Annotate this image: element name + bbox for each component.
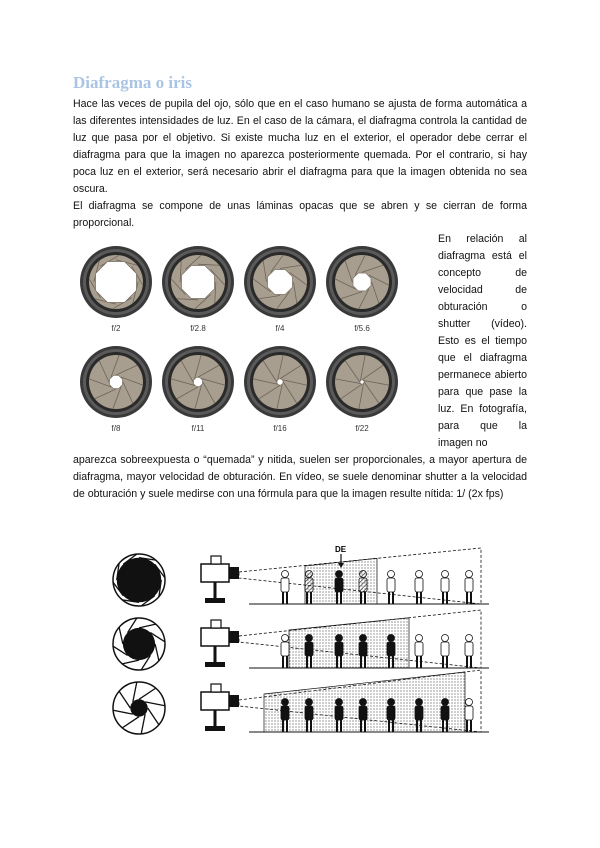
aperture-label: f/2 — [111, 324, 121, 333]
aperture-label: f/5.6 — [354, 324, 370, 333]
person-figure — [415, 635, 423, 669]
aperture-icon — [78, 344, 154, 420]
person-figure — [415, 571, 423, 605]
aperture-f-5_6 — [324, 244, 400, 336]
person-figure — [465, 699, 473, 733]
aperture-f-2_8 — [160, 244, 236, 336]
aperture-icon — [160, 244, 236, 320]
aperture-label: f/2.8 — [190, 324, 206, 333]
aperture-f-16 — [242, 344, 318, 436]
aperture-label: f/8 — [111, 424, 121, 433]
person-figure — [281, 571, 289, 605]
aperture-f-11 — [160, 344, 236, 436]
aperture-icon — [324, 244, 400, 320]
aperture-f-8 — [78, 344, 154, 436]
aperture-f-22 — [324, 344, 400, 436]
aperture-label: f/16 — [273, 424, 287, 433]
illustration-row — [113, 670, 489, 734]
person-figure — [387, 571, 395, 605]
paragraph-shutter-side: En relación al diafragma está el concepto de velocidad de obturación o shutter (vídeo). Esto es el tiempo que el diafragma permanece abierto para que pase la luz. En fotografía, para que la imagen no — [438, 233, 527, 449]
depth-marker-label: DE — [335, 545, 347, 554]
aperture-icon — [78, 244, 154, 320]
paragraph-intro: Hace las veces de pupila del ojo, sólo que en el caso humano se ajusta de forma automática a las diferentes intensidades de luz. En el caso de la cámara, el diafragma controla la cantidad de luz que pasa por el objetivo. Si existe mucha luz en el exterior, el operador debe cerrar el diafragma para que la imagen no aparezca posteriormente quemada. Por el contrario, si hay poca luz en el exterior, será necesario abrir el diafragma para que la imagen obtenida no sea oscura. — [73, 98, 527, 195]
person-figure — [281, 635, 289, 669]
aperture-label: f/11 — [191, 424, 205, 433]
section-heading: Diafragma o iris — [73, 73, 192, 92]
aperture-icon — [324, 344, 400, 420]
aperture-diagram — [78, 244, 418, 434]
paragraph-blades: El diafragma se compone de unas láminas opacas que se abren y se cierran de forma proporcional. — [73, 200, 527, 229]
aperture-icon — [242, 344, 318, 420]
person-figure — [441, 635, 449, 669]
person-figure — [465, 635, 473, 669]
person-figure — [465, 571, 473, 605]
aperture-label: f/22 — [355, 424, 369, 433]
aperture-f-2 — [78, 244, 154, 336]
aperture-label: f/4 — [275, 324, 285, 333]
illustration-row — [113, 548, 489, 606]
aperture-icon — [242, 244, 318, 320]
depth-of-field-illustration — [109, 540, 507, 744]
paragraph-shutter-continued: aparezca sobreexpuesta o “quemada” y nitida, suelen ser proporcionales, a mayor apertura de diafragma, mayor velocidad de obturación. En vídeo, se suele denominar shutter a la velocidad de obturación y suele medirse con una fórmula para que la imagen resulte nítida: 1/ (2x fps) — [73, 454, 527, 500]
illustration-row — [113, 610, 489, 670]
aperture-icon — [160, 344, 236, 420]
aperture-f-4 — [242, 244, 318, 336]
person-figure — [441, 571, 449, 605]
